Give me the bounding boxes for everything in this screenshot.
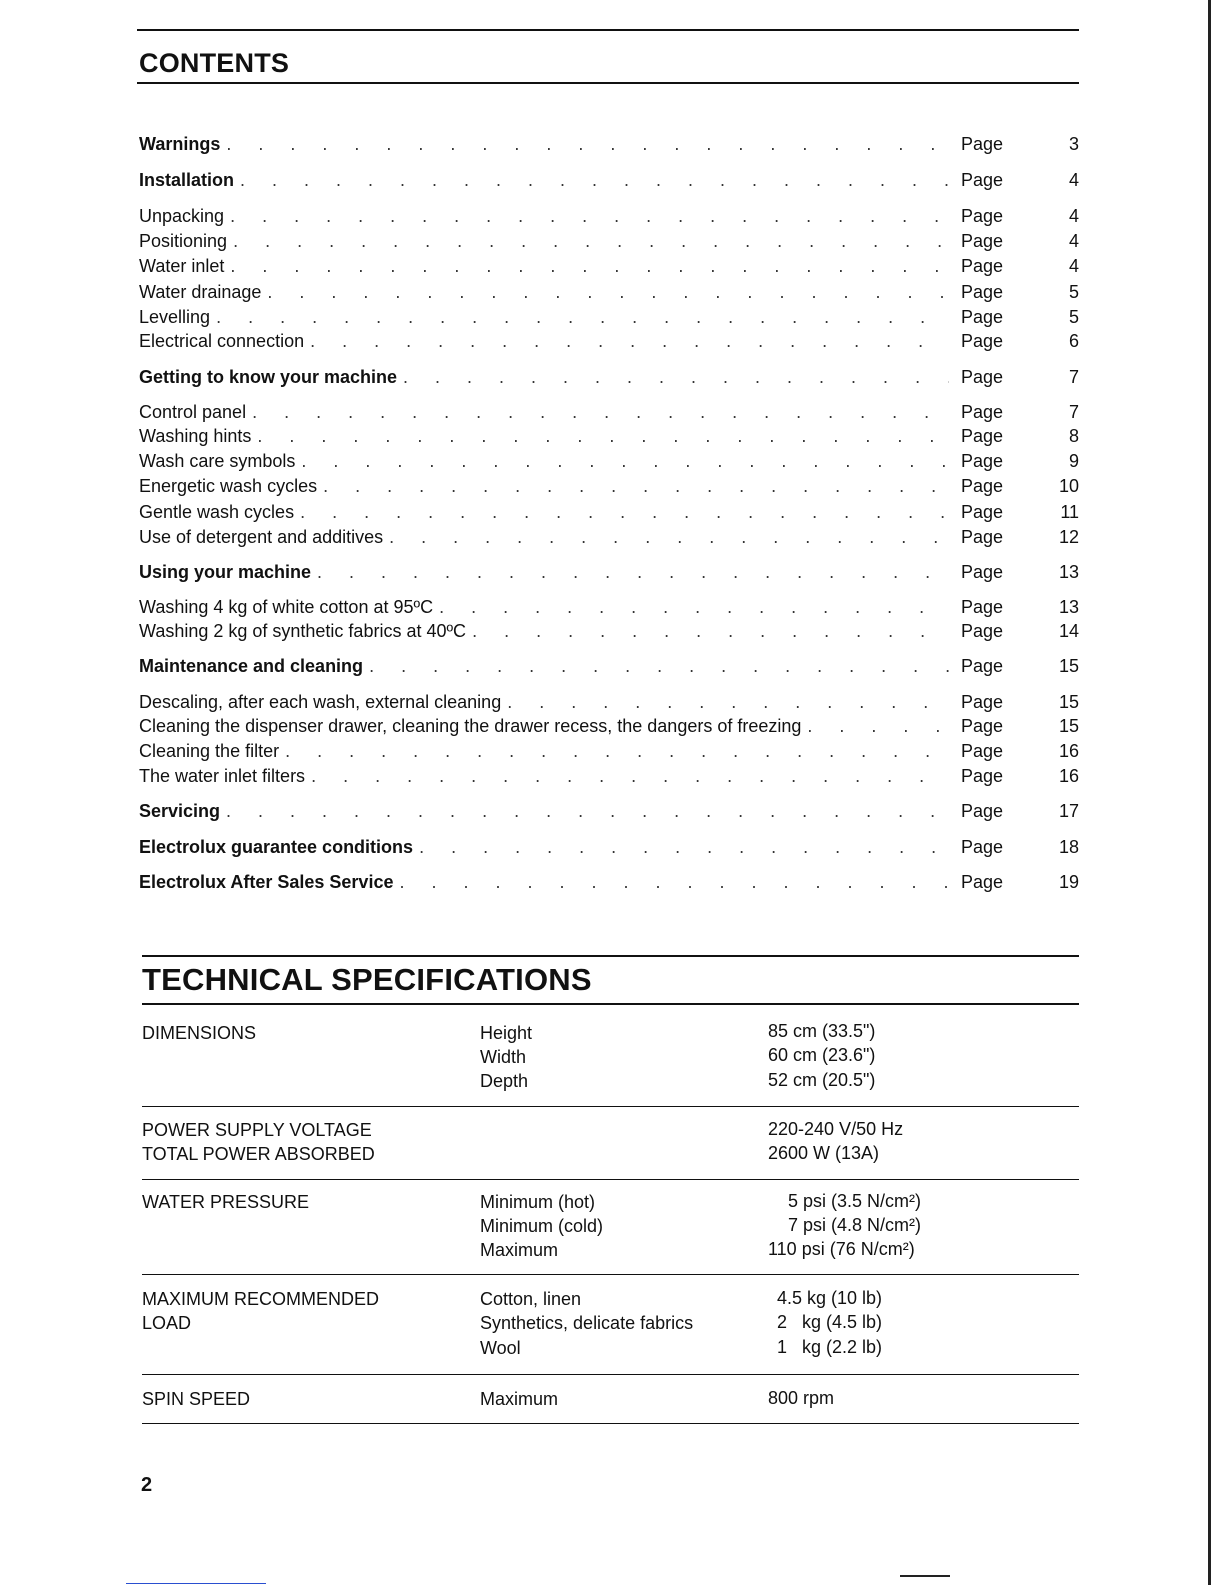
- toc-label: Maintenance and cleaning: [139, 656, 364, 676]
- toc-row[interactable]: [139, 835, 1079, 859]
- toc-label: Servicing: [139, 801, 221, 821]
- toc-page-number: 12: [1058, 527, 1079, 547]
- wool-label: Wool: [480, 1338, 521, 1358]
- toc-label: Levelling: [139, 307, 211, 327]
- load-label-line1: MAXIMUM RECOMMENDED: [142, 1289, 379, 1309]
- toc-page-word: Page: [961, 562, 1004, 582]
- toc-row[interactable]: [139, 400, 1079, 424]
- page-number: 2: [141, 1474, 153, 1496]
- toc-page-word: Page: [961, 801, 1004, 821]
- toc-page-number: 8: [1068, 426, 1079, 446]
- toc-page-number: 18: [1058, 837, 1079, 857]
- toc-page-word: Page: [961, 451, 1004, 471]
- toc-row[interactable]: [139, 204, 1079, 228]
- wool-value: 1 kg (2.2 lb): [777, 1337, 883, 1357]
- toc-label: Electrolux guarantee conditions: [139, 837, 414, 857]
- voltage-value: 220-240 V/50 Hz: [768, 1119, 904, 1139]
- toc-row[interactable]: [139, 654, 1079, 678]
- toc-row[interactable]: [139, 168, 1079, 192]
- min-cold-value: 7 psi (4.8 N/cm²): [788, 1215, 922, 1235]
- toc-label: Electrolux After Sales Service: [139, 872, 394, 892]
- contents-title: CONTENTS: [139, 48, 290, 78]
- toc-label: Positioning: [139, 231, 228, 251]
- toc-row[interactable]: [139, 560, 1079, 584]
- toc-page-number: 15: [1058, 716, 1079, 736]
- toc-page-word: Page: [961, 206, 1004, 226]
- toc-row[interactable]: [139, 365, 1079, 389]
- toc-label: Water inlet: [139, 256, 225, 276]
- toc-row[interactable]: [139, 474, 1079, 498]
- toc-page-number: 4: [1068, 206, 1079, 226]
- toc-page-word: Page: [961, 741, 1004, 761]
- toc-row[interactable]: [139, 525, 1079, 549]
- cotton-value: 4.5 kg (10 lb): [777, 1288, 883, 1308]
- toc-row[interactable]: [139, 305, 1079, 329]
- specs-title: TECHNICAL SPECIFICATIONS: [142, 962, 592, 997]
- toc-label: Washing 4 kg of white cotton at 95ºC: [139, 597, 434, 617]
- toc-row[interactable]: [139, 132, 1079, 156]
- toc-page-number: 7: [1068, 402, 1079, 422]
- contents-bottom-rule: [137, 82, 1079, 84]
- toc-row[interactable]: [139, 424, 1079, 448]
- depth-label: Depth: [480, 1071, 529, 1091]
- toc-label: Washing 2 kg of synthetic fabrics at 40ºC: [139, 621, 467, 641]
- toc-label: Use of detergent and additives: [139, 527, 384, 547]
- water-pressure-label: WATER PRESSURE: [142, 1192, 310, 1212]
- toc-page-number: 17: [1058, 801, 1079, 821]
- toc-label: Control panel: [139, 402, 247, 422]
- divider: [142, 1179, 1079, 1180]
- toc-page-word: Page: [961, 656, 1004, 676]
- toc-label: Getting to know your machine: [139, 367, 398, 387]
- voltage-label: POWER SUPPLY VOLTAGE: [142, 1120, 372, 1140]
- toc-row[interactable]: [139, 500, 1079, 524]
- toc-page-word: Page: [961, 134, 1004, 154]
- depth-value: 52 cm (20.5"): [768, 1070, 876, 1090]
- toc-page-number: 16: [1058, 741, 1079, 761]
- toc-label: Wash care symbols: [139, 451, 296, 471]
- toc-label: Installation: [139, 170, 235, 190]
- toc-page-number: 4: [1068, 231, 1079, 251]
- toc-page-number: 16: [1058, 766, 1079, 786]
- toc-page-number: 14: [1058, 621, 1079, 641]
- synthetics-label: Synthetics, delicate fabrics: [480, 1313, 694, 1333]
- toc-page-word: Page: [961, 476, 1004, 496]
- toc-page-word: Page: [961, 692, 1004, 712]
- contents-top-rule: [137, 29, 1079, 31]
- toc-label: The water inlet filters: [139, 766, 306, 786]
- toc-row[interactable]: [139, 739, 1079, 763]
- toc-label: Washing hints: [139, 426, 252, 446]
- min-cold-label: Minimum (cold): [480, 1216, 604, 1236]
- toc-label: Electrical connection: [139, 331, 305, 351]
- max-pressure-label: Maximum: [480, 1240, 559, 1260]
- toc-page-word: Page: [961, 170, 1004, 190]
- divider: [142, 1106, 1079, 1107]
- spin-max-label: Maximum: [480, 1389, 559, 1409]
- width-label: Width: [480, 1047, 527, 1067]
- toc-page-number: 9: [1068, 451, 1079, 471]
- toc-page-number: 11: [1060, 502, 1079, 522]
- absorbed-value: 2600 W (13A): [768, 1143, 880, 1163]
- toc-page-number: 5: [1068, 307, 1079, 327]
- toc-page-word: Page: [961, 402, 1004, 422]
- toc-page-number: 10: [1058, 476, 1079, 496]
- synthetics-value: 2 kg (4.5 lb): [777, 1312, 883, 1332]
- toc-page-number: 13: [1058, 597, 1079, 617]
- toc-page-number: 19: [1058, 872, 1079, 892]
- toc-label: Cleaning the dispenser drawer, cleaning the drawer recess, the dangers of freezing: [139, 716, 802, 736]
- toc-row[interactable]: [139, 799, 1079, 823]
- load-label-line2: LOAD: [142, 1313, 192, 1333]
- toc-label: Descaling, after each wash, external cleaning: [139, 692, 502, 712]
- toc-page-word: Page: [961, 621, 1004, 641]
- toc-row[interactable]: [139, 690, 1079, 714]
- toc-label: Using your machine: [139, 562, 312, 582]
- toc-page-word: Page: [961, 282, 1004, 302]
- toc-page-number: 5: [1068, 282, 1079, 302]
- toc-row[interactable]: [139, 764, 1079, 788]
- width-value: 60 cm (23.6"): [768, 1045, 876, 1065]
- footer-mark: [126, 1583, 266, 1584]
- toc-page-word: Page: [961, 502, 1004, 522]
- toc-page-word: Page: [961, 837, 1004, 857]
- toc-row[interactable]: [139, 329, 1079, 353]
- toc-row[interactable]: [139, 595, 1079, 619]
- toc-label: Gentle wash cycles: [139, 502, 295, 522]
- height-label: Height: [480, 1023, 533, 1043]
- toc-page-word: Page: [961, 331, 1004, 351]
- toc-row[interactable]: [139, 229, 1079, 253]
- absorbed-label: TOTAL POWER ABSORBED: [142, 1144, 375, 1164]
- toc-label: Warnings: [139, 134, 221, 154]
- toc-page-word: Page: [961, 426, 1004, 446]
- toc-page-number: 15: [1058, 692, 1079, 712]
- dimensions-label: DIMENSIONS: [142, 1023, 257, 1043]
- toc-page-word: Page: [961, 766, 1004, 786]
- specs-top-rule: [142, 955, 1079, 957]
- divider: [142, 1274, 1079, 1275]
- toc-page-word: Page: [961, 307, 1004, 327]
- min-hot-value: 5 psi (3.5 N/cm²): [788, 1191, 922, 1211]
- toc-label: Cleaning the filter: [139, 741, 280, 761]
- max-pressure-value: 110 psi (76 N/cm²): [768, 1239, 915, 1259]
- toc-page-word: Page: [961, 716, 1004, 736]
- toc-row[interactable]: [139, 254, 1079, 278]
- toc-row[interactable]: [139, 714, 1079, 738]
- toc-page-word: Page: [961, 527, 1004, 547]
- toc-page-number: 13: [1058, 562, 1079, 582]
- min-hot-label: Minimum (hot): [480, 1192, 596, 1212]
- divider: [142, 1374, 1079, 1375]
- page-edge-line: [1208, 0, 1211, 1585]
- toc-row[interactable]: [139, 280, 1079, 304]
- toc-row[interactable]: [139, 619, 1079, 643]
- toc-page-word: Page: [961, 367, 1004, 387]
- spin-max-value: 800 rpm: [768, 1388, 835, 1408]
- toc-page-number: 4: [1068, 256, 1079, 276]
- toc-label: Water drainage: [139, 282, 262, 302]
- toc-row[interactable]: [139, 449, 1079, 473]
- toc-page-number: 3: [1068, 134, 1079, 154]
- footer-mark: [900, 1575, 950, 1577]
- toc-page-word: Page: [961, 872, 1004, 892]
- height-value: 85 cm (33.5"): [768, 1021, 876, 1041]
- divider: [142, 1423, 1079, 1424]
- toc-label: Unpacking: [139, 206, 225, 226]
- toc-page-number: 4: [1068, 170, 1079, 190]
- toc-page-word: Page: [961, 256, 1004, 276]
- toc-page-number: 15: [1058, 656, 1079, 676]
- spin-speed-label: SPIN SPEED: [142, 1389, 251, 1409]
- cotton-label: Cotton, linen: [480, 1289, 582, 1309]
- toc-label: Energetic wash cycles: [139, 476, 318, 496]
- toc-page-word: Page: [961, 597, 1004, 617]
- toc-page-number: 7: [1068, 367, 1079, 387]
- toc-page-word: Page: [961, 231, 1004, 251]
- toc-row[interactable]: [139, 870, 1079, 894]
- toc-page-number: 6: [1068, 331, 1079, 351]
- specs-bottom-rule: [142, 1003, 1079, 1005]
